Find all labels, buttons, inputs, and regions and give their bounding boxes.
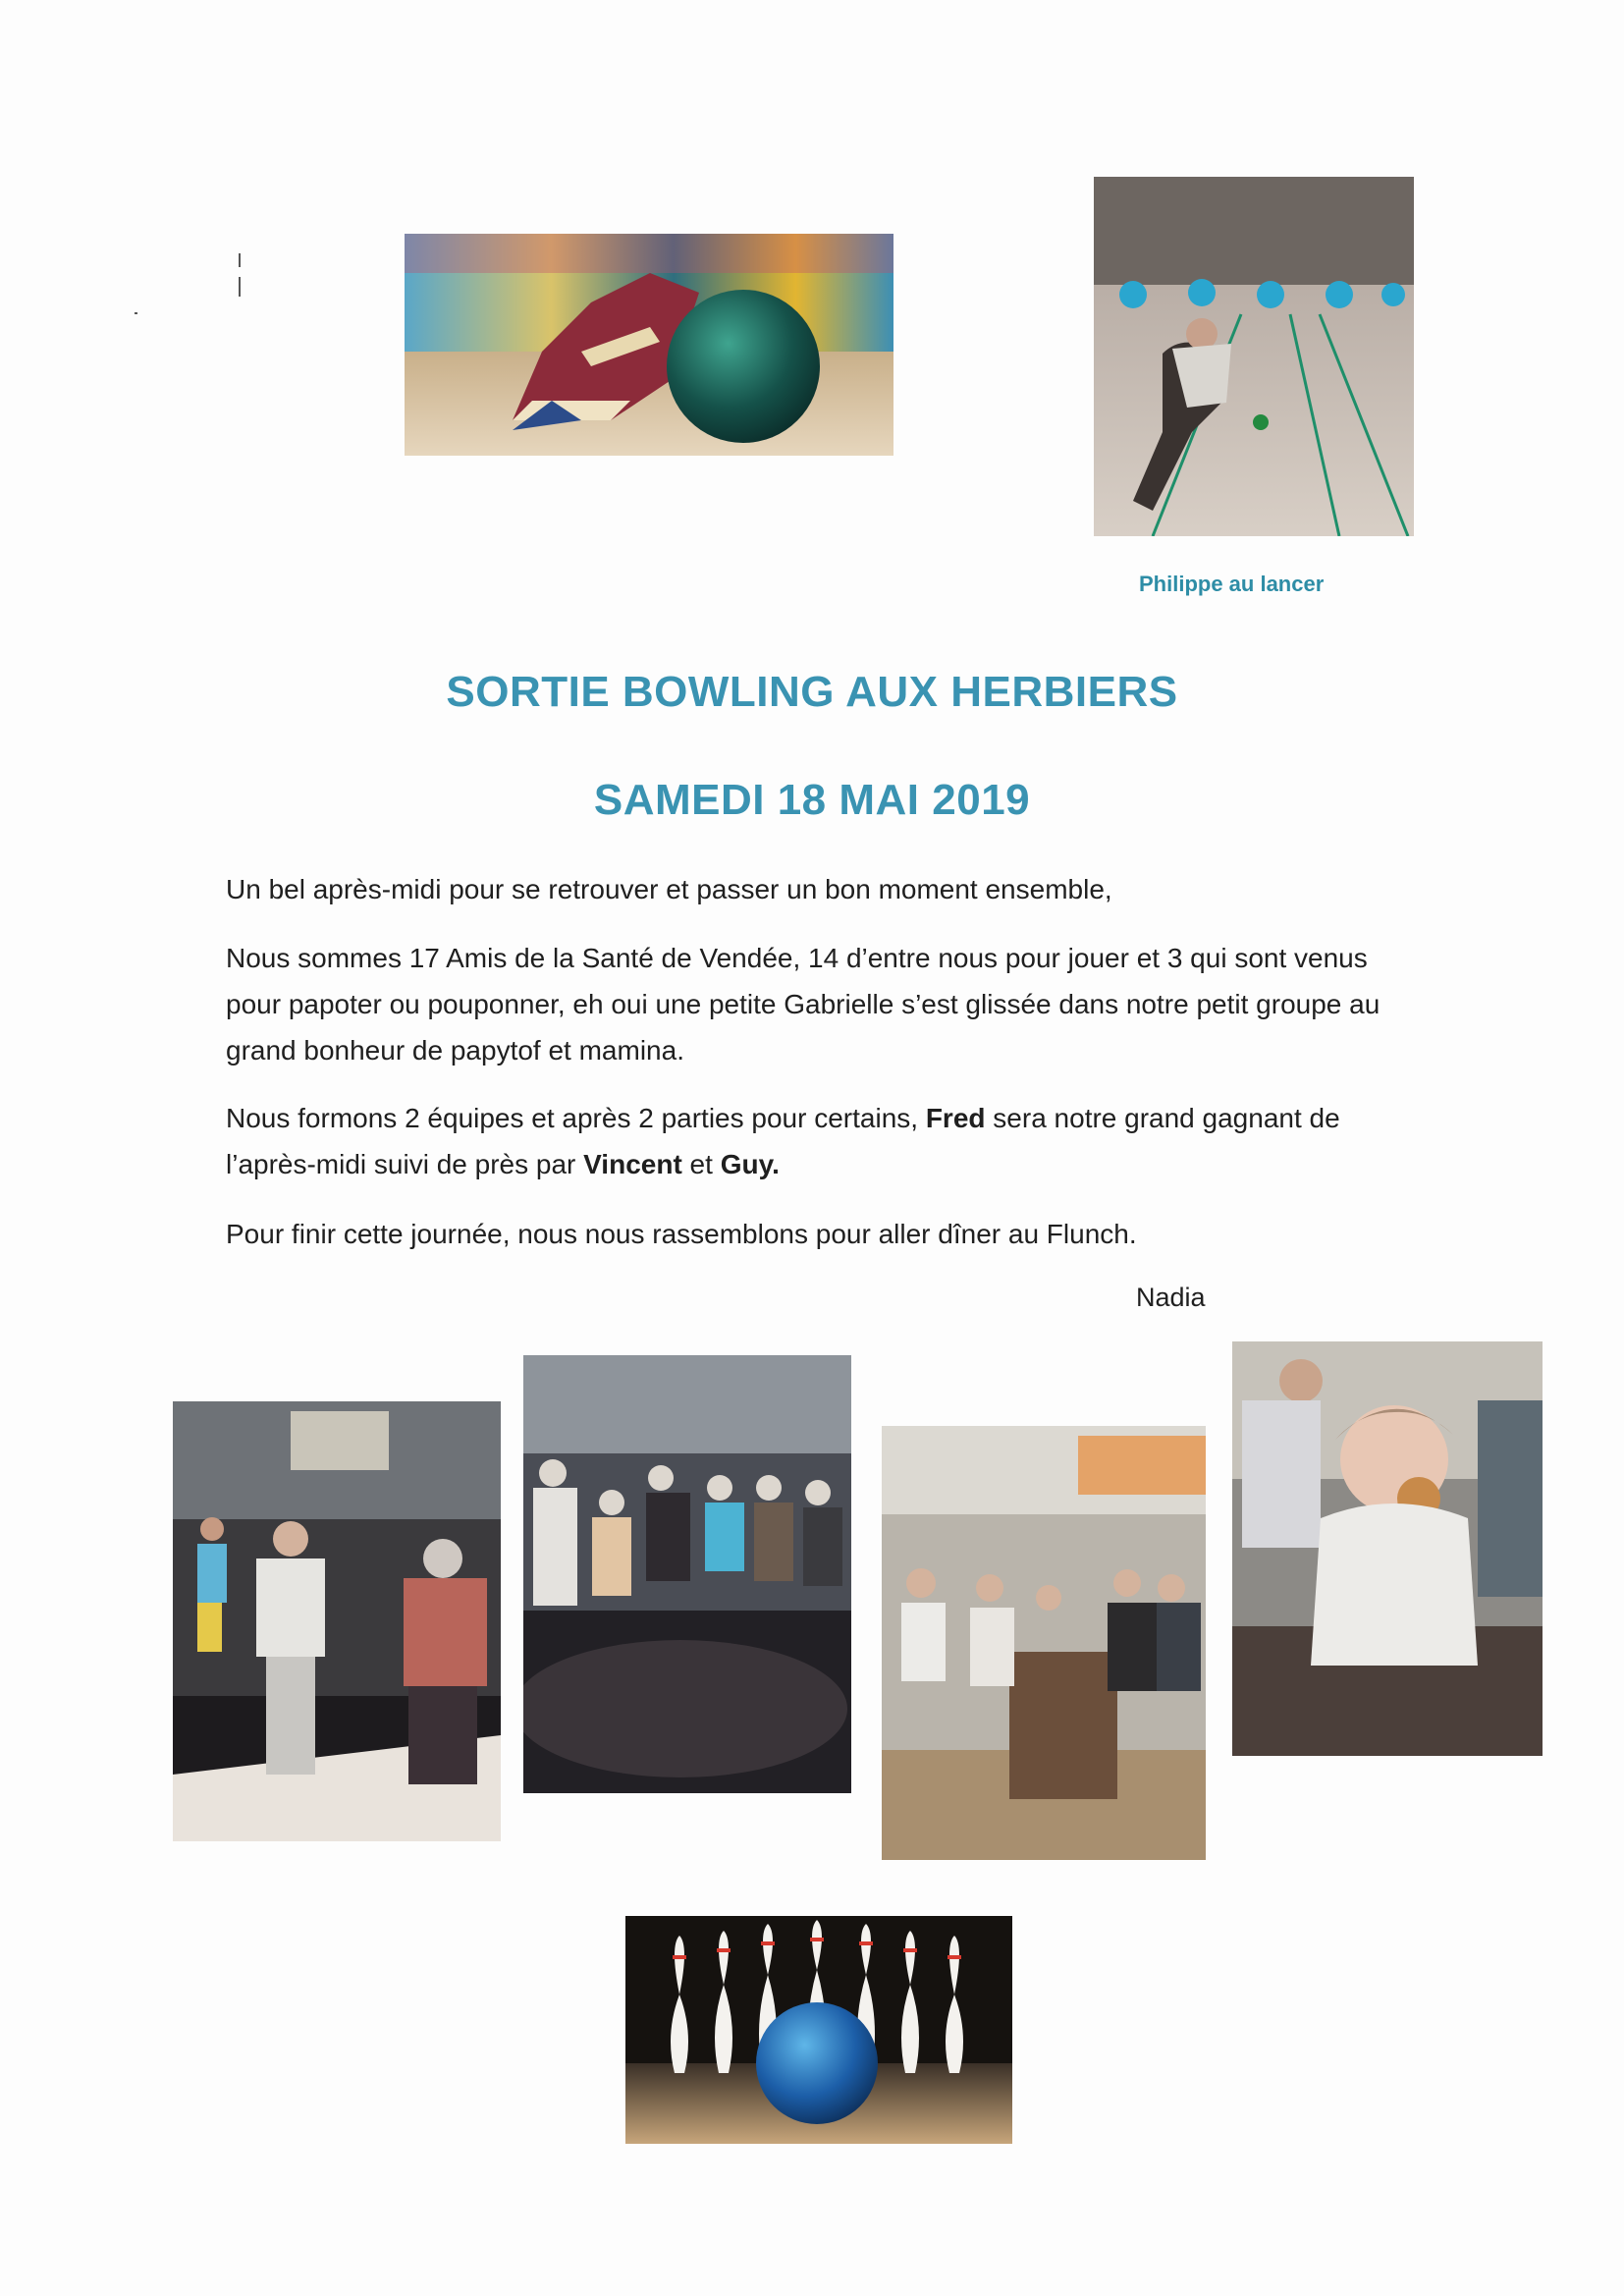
- paragraph-results: [226, 1095, 1424, 1187]
- runner-up-name: Vincent: [583, 1149, 682, 1179]
- paragraph-closing: Pour finir cette journée, nous nous rassemblons pour aller dîner au Flunch.: [226, 1219, 1137, 1249]
- scan-mark: [239, 277, 241, 297]
- photo-caption: Philippe au lancer: [1139, 572, 1325, 596]
- scan-mark: [135, 312, 137, 314]
- photo-philippe-throwing: [1094, 177, 1414, 536]
- results-text: Nous formons 2 équipes et après 2 parties pour certains,: [226, 1103, 919, 1133]
- scan-mark: [239, 253, 241, 267]
- signature: Nadia: [1136, 1283, 1206, 1312]
- photo-group-lounge: [523, 1355, 851, 1793]
- page-title: SORTIE BOWLING AUX HERBIERS: [446, 668, 1178, 716]
- winner-name: Fred: [925, 1103, 986, 1133]
- photo-bowling-pins-and-ball: [625, 1916, 1012, 2144]
- page-date: SAMEDI 18 MAI 2019: [593, 776, 1031, 824]
- photo-bowling-shoes-and-ball: [405, 234, 893, 456]
- results-text: et: [689, 1149, 713, 1179]
- photo-baby-gabrielle: [1232, 1341, 1543, 1756]
- paragraph-attendance: Nous sommes 17 Amis de la Santé de Vendée, 14 d’entre nous pour jouer et 3 qui sont venus pour papoter ou pouponner, eh oui une petite Gabrielle s’est glissée dans notre petit groupe au grand bonheur de papytof et mamina.: [226, 943, 1380, 1066]
- results-text: sera notre grand gagnant de l’après-midi suivi de près par: [226, 1103, 1340, 1179]
- photo-group-armchairs: [882, 1426, 1206, 1860]
- paragraph-intro: Un bel après-midi pour se retrouver et passer un bon moment ensemble,: [226, 874, 1112, 904]
- runner-up-name: Guy.: [720, 1149, 780, 1179]
- photo-group-at-table: [173, 1401, 501, 1841]
